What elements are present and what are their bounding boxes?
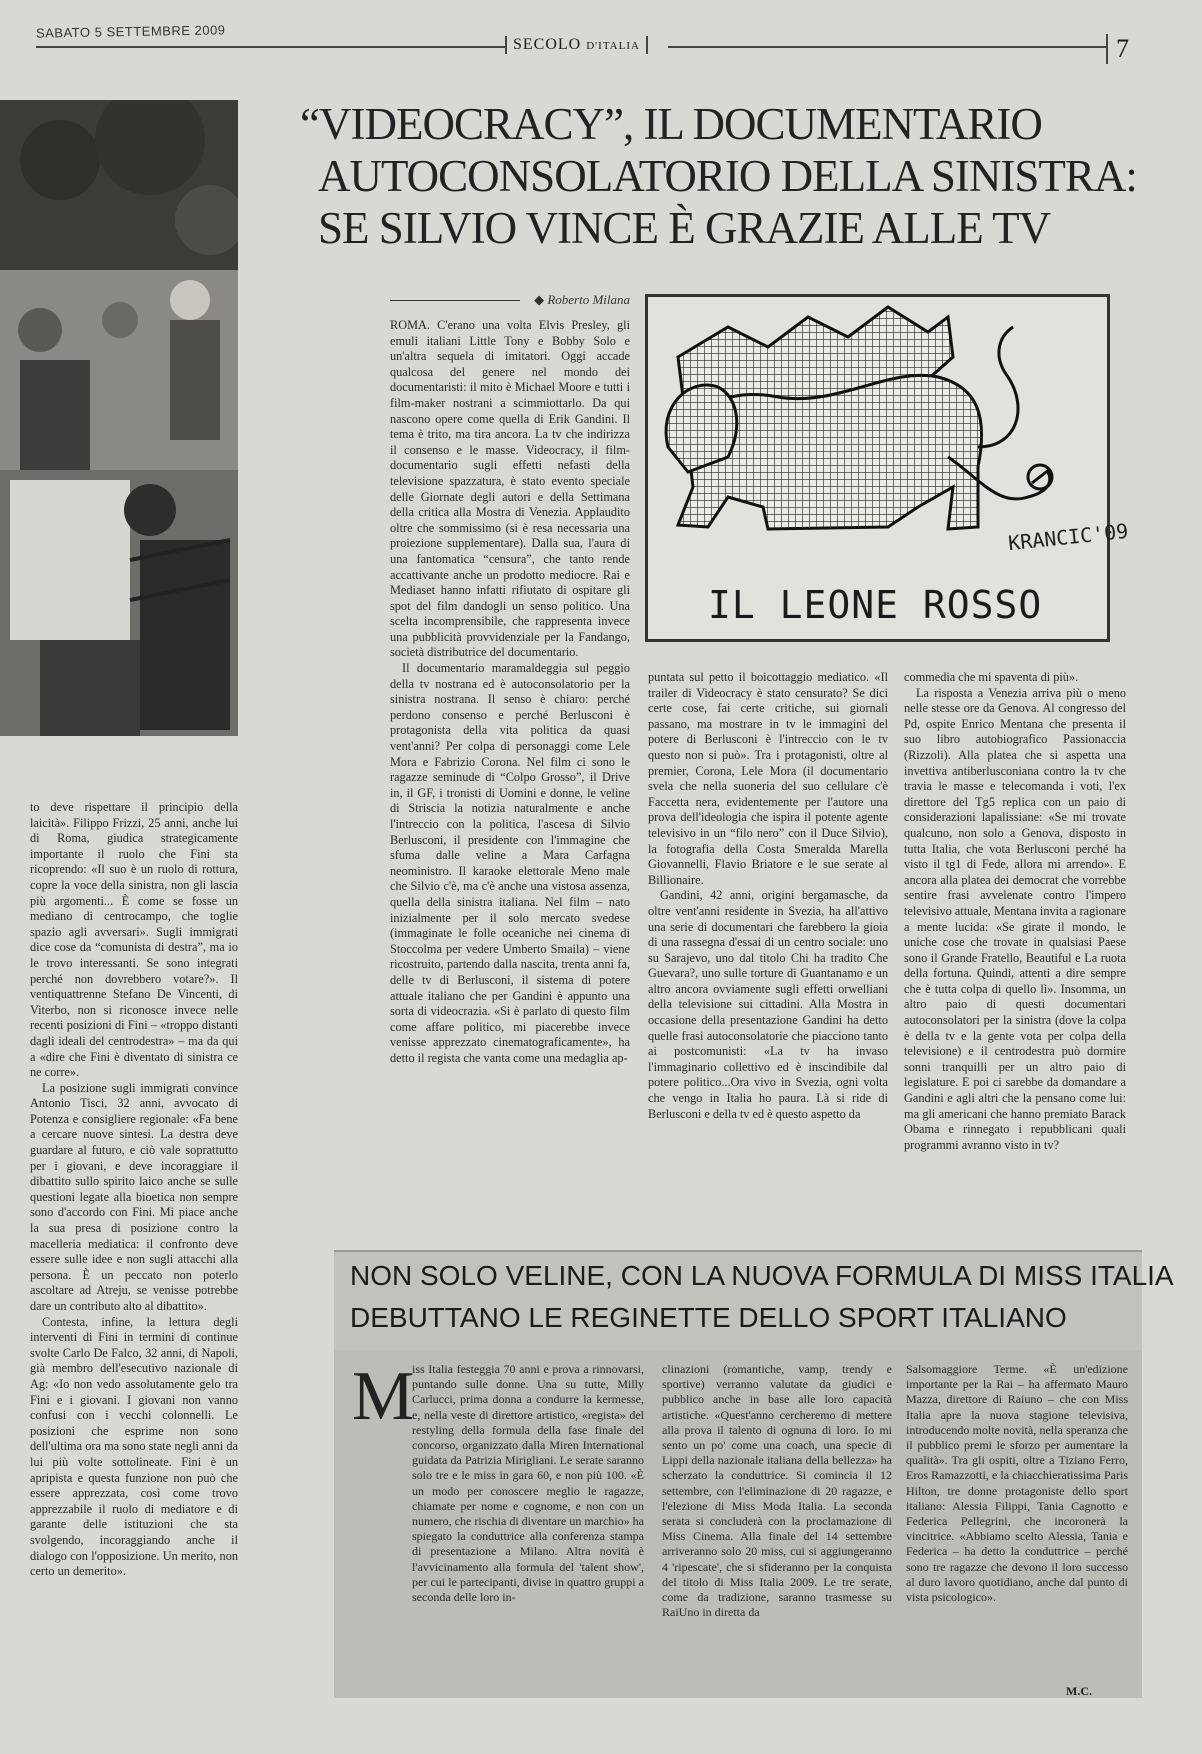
miss-italia-column-1	[412, 1362, 644, 1605]
masthead-small: D'ITALIA	[586, 40, 640, 52]
article-paragraph: La risposta a Venezia arriva più o meno nelle stesse ore da Genova. Al congresso del Pd, ospite Enrico Mentana che presenta il suo libro autobiografico Passionaccia (Rizzoli). Alla platea che si aspetta una invettiva antiberlusconiana contro la tv che travia le masse e telecomanda i voti, l'ex direttore del Tg5 replica con un paio di considerazioni lapalissiane: «Se mi trovate qualcuno, non solo a Genova, disposto in tutta Italia, che vota Berlusconi perché ha visto il tg1 di Fede, allora mi arrendo». E ancora alla platea dei democrat che vorrebbe sentire frasi avvelenate contro l'impero televisivo attuale, Mentana invita a ragionare a mente lucida: «Se girate il mondo, le uniche cose che trovate in qualsiasi Paese sono il Grande Fratello, Beautiful e La ruota della fortuna. Quindi, attenti a dire sempre che è tutta colpa di quello lì». Insomma, un altro paio di questi documentari autoconsolatori per la sinistra (dove la colpa è della tv e la gente vota per colpa della televisione) e il centrodestra può dormire sonni tranquilli per un altro paio di legislature. E poi ci sarebbe da domandare a Gandini e agli altri che la pensano come lui: ma gli americani che hanno premiato Barack Obama e rinnegato i repubblicani quali programmi avranno visto in tv?	[904, 685, 1126, 1152]
cartoon-signature: KRANCIC'09	[1007, 518, 1130, 556]
left-article-column	[30, 800, 238, 1580]
miss-italia-paragraph: iss Italia festeggia 70 anni e prova a rinnovarsi, puntando sulle donne. Una su tutte, Milly Carlucci, prima donna a condurre la kermesse, e, nella veste di direttore artistico, «regista» del restyling della formula della fase finale del concorso, organizzato dalla Miren International guidata da Patrizia Mirigliani. Le serate saranno solo tre e le miss in gara 60, e non più 100. «È un modo per conoscere meglio le ragazze, chiamate per nome e cognome, e non con un numero, che rischia di diventare un marchio» ha spiegato la conduttrice alla conferenza stampa di presentazione a Milano. Altra novità è l'avvicinamento alla formula del 'talent show', per cui le partecipanti, divise in quattro gruppi a seconda delle loro in-	[412, 1362, 644, 1605]
cartoon-lion	[645, 294, 1130, 642]
miss-italia-headline-line-2: DEBUTTANO LE REGINETTE DELLO SPORT ITALIANO	[350, 1302, 1067, 1333]
headline-line-2: AUTOCONSOLATORIO DELLA SINISTRA:	[318, 151, 1137, 201]
miss-italia-signature: M.C.	[1066, 1684, 1092, 1698]
header-rule-left	[36, 46, 506, 48]
article-column-2	[648, 670, 888, 1122]
audience-photo	[0, 100, 238, 736]
miss-italia-dropcap: M	[352, 1358, 415, 1435]
left-article-paragraph: to deve rispettare il principio della laicità». Filippo Frizzi, 25 anni, anche lui di Roma, giudica strategicamente importante il ruolo che Fini sta ricoprendo: «Il suo è un ruolo di rottura, copre la voce della sinistra, non gli lascia più argomenti... È come se fosse un mediano di centrocampo, che toglie spazio agli avversari». Sugli immigrati dice cose da “comunista di destra”, ma io le trovo interessanti. Se sono integrati perché non dovrebbero votare?». Il ventiquattrenne Stefano De Vincenti, di Viterbo, non si riconosce invece nelle recenti posizioni di Fini – «troppo distanti dagli ideali del centrodestra» – ma da qui a «dire che Fini è diventato di sinistra ce ne corre».	[30, 800, 238, 1080]
miss-italia-column-3	[906, 1362, 1128, 1605]
article-paragraph: puntata sul petto il boicottaggio mediatico. «Il trailer di Videocracy è stato censurato? Se dici certe cose, fai certe critiche, sui giornali passano, ma mostrare in tv le immagini del potere di Berlusconi è l'intreccio con le tv questo non si può». Tra i protagonisti, oltre al premier, Corona, Lele Mora (il documentario svela che nella suoneria del suo cellulare c'è Faccetta nera, evidentemente per l'autore una prova dell'ideologia che ispira il potente agente televisivo in un “filo nero” con il Duce Silvio), la fotografia della Costa Smeralda Marella Giovannelli, Flavio Briatore e le sue serate al Billionaire.	[648, 670, 888, 887]
header-rule-right	[668, 46, 1108, 48]
page-number: 7	[1106, 34, 1129, 64]
headline-line-3: SE SILVIO VINCE È GRAZIE ALLE TV	[318, 203, 1051, 253]
miss-italia-headline-line-1: NON SOLO VELINE, CON LA NUOVA FORMULA DI MISS ITALIA	[350, 1260, 1174, 1291]
masthead	[505, 36, 648, 54]
miss-italia-paragraph: Salsomaggiore Terme. «È un'edizione importante per la Rai – ha affermato Mauro Mazza, direttore di Raiuno – che con Miss Italia apre la nuova stagione televisiva, introducendo molte novità, nella speranza che il pubblico premi le sforzo per aumentare la qualità». Tra gli ospiti, oltre a Tiziano Ferro, Eros Ramazzotti, e la chiacchieratissima Paris Hilton, tre donne protagoniste dello sport italiano: Alessia Filippi, Tania Cagnotto e Federica Pellegrini, che incoronerà la vincitrice. «Abbiamo scelto Alessia, Tania e Federica – ha detto la conduttrice – perché sono tre ragazze che devono il loro successo al duro lavoro quotidiano, anche dal punto di vista psicologico».	[906, 1362, 1128, 1605]
article-column-1	[390, 318, 630, 1067]
audience-photo-icon	[0, 100, 238, 736]
miss-italia-paragraph: clinazioni (romantiche, vamp, trendy e sportive) verranno valutate da giudici e pubblico anche in base alle loro capacità artistiche. «Quest'anno cercheremo di mettere alla prova il talento di ognuna di loro. Io mi sento un po' come una coach, una specie di Lippi della nazionale italiana della bellezza» ha scherzato la conduttrice. Si comincia il 12 settembre, con l'eliminazione di 20 ragazze, e l'elezione di Miss Moda Italia. La seconda serata si concluderà con la proclamazione di Miss Cinema. Alla finale del 14 settembre arriveranno solo 20 miss, cui si aggiungeranno 4 'ripescate', che si sfideranno per la conquista del titolo di Miss Italia 2009. Le tre serate, come da tradizione, saranno trasmesse su RaiUno in diretta da	[662, 1362, 892, 1620]
byline-author: Roberto Milana	[547, 292, 630, 307]
left-article-paragraph: La posizione sugli immigrati convince Antonio Tisci, 32 anni, avvocato di Potenza e consigliere regionale: «Fa bene a cercare nuove sintesi. La destra deve guardare al futuro, e ciò vale soprattutto per i giovani, e deve incoraggiare il dibattito sullo spirito laico anche se sulle questioni legate alla bioetica non sempre sono d'accordo con Fini. Mi piace anche la sua presa di posizione contro la macelleria mediatica: il confronto deve essere sulle idee e non sugli attacchi alla persona. È un peccato non poterlo ascoltare ad Atreju, se venisse potrebbe dare un contributo alto al dibattito».	[30, 1080, 238, 1313]
miss-italia-column-2	[662, 1362, 892, 1620]
article-paragraph: Il documentario maramaldeggia sul peggio della tv nostrana ed è autoconsolatorio per la sinistra nostrana. Il senso è chiaro: perché perdono consenso e perché Berlusconi è protagonista della vita politica da quasi vent'anni? Per colpa di personaggi come Lele Mora e Fabrizio Corona. Nel film ci sono le ragazze seminude di “Colpo Grosso”, il Drive in, il GF, i tronisti di Uomini e donne, le veline di Striscia la notizia naturalmente e anche l'intreccio con la politica, l'ascesa di Silvio Berlusconi, il presidente con l'immagine che sfuma dalle veline a Mara Carfagna neoministro. Il karaoke elettorale Meno male che Silvio c'è, ma c'è anche una vistosa assenza, quella della sinistra italiana. Nel film – nato inizialmente per il solo mercato svedese (immaginate le folle oceaniche nei cinema di Stoccolma per vedere Umberto Smaila) – viene ricostruito, partendo dalla nascita, trenta anni fa, delle tv di Berlusconi, il sistema di potere attuale italiano che per Gandini è appunto una sorta di videocrazia. «Si è parlato di questo film come affare politico, mi piacerebbe invece venisse apprezzato cinematograficamente», ha detto il regista che vanta come una medaglia ap-	[390, 661, 630, 1065]
issue-date: SABATO 5 SETTEMBRE 2009	[35, 22, 226, 41]
article-paragraph: Gandini, 42 anni, origini bergamasche, da oltre vent'anni residente in Svezia, ha all'attivo una serie di documentari che farebbero la gioia di una rassegna d'essai di un centro sociale: uno su Sarajevo, uno dal titolo Chi ha tradito Che Guevara?, uno sulle torture di Guantanamo e un altro ancora ovviamente sugli effetti orwelliani della televisione sui cittadini. Alla Mostra in occasione della presentazione Gandini ha detto quelle frasi autoconsolatorie che piacciono tanto ai postcomunisti: «La tv ha invaso l'immaginario collettivo ed è inscindibile dal potere politico...Ora vivo in Svezia, ogni volta che vengo in Italia ho paura. Là si ride di Berlusconi e della tv ed è questo aspetto da	[648, 888, 888, 1121]
article-headline	[300, 98, 1180, 254]
miss-italia-headline-box	[334, 1250, 1174, 1352]
article-column-3	[904, 670, 1126, 1153]
article-paragraph: ROMA. C'erano una volta Elvis Presley, gli emuli italiani Little Tony e Bobby Solo e un'altra sequela di imitatori. Oggi accade qualcosa del genere nel mondo dei documentaristi: il mito è Michael Moore e tutti i film-maker nostrani a scimmiottarlo. Da qui nascono opere come quella di Erik Gandini. Il tema è trito, ma tira ancora. La tv che indirizza il consenso e le masse. Videocracy, il film-documentario sugli effetti nefasti della televisione spazzatura, è stato evento speciale delle Giornate degli autori e della Settimana della critica alla Mostra di Venezia. Applaudito oltre che sommissimo (si è resa necessaria una proiezione supplementare). Dalla sua, l'aura di una fantomatica “censura”, che tanto rende accattivante anche un prodotto mediocre. Rai e Mediaset hanno infatti rifiutato di ospitare gli spot del film dandogli un senso politico. Una scelta incomprensibile, che rappresenta invece una pubblicità provvidenziale per la Fandango, società distributrice del documentario.	[390, 318, 630, 660]
byline: ◆ Roberto Milana	[534, 292, 630, 307]
cartoon-caption: IL LEONE ROSSO	[708, 583, 1043, 627]
masthead-main: SECOLO	[513, 36, 582, 53]
headline-line-1: “VIDEOCRACY”, IL DOCUMENTARIO	[300, 99, 1042, 149]
article-paragraph: commedia che mi spaventa di più».	[904, 670, 1079, 684]
left-article-paragraph: Contesta, infine, la lettura degli interventi di Fini in termini di continue svolte Carlo De Falco, 32 anni, di Napoli, già membro dell'esecutivo nazionale di Ag: «Io non vedo assolutamente gelo tra Fini e i giovani. I giovani non vanno confusi con i vecchi colonnelli. Le posizioni che esprime non sono dell'ultima ora ma sono state negli anni da lui più volte sottolineate. Fini è un apripista e questa funzione non può che essere apprezzata, così come trovo apprezzabile il ruolo di mediatore e di garante delle istituzioni che sta svolgendo, incoraggiando anche il dialogo con l'opposizione. Un merito, non certo un demerito».	[30, 1314, 238, 1579]
